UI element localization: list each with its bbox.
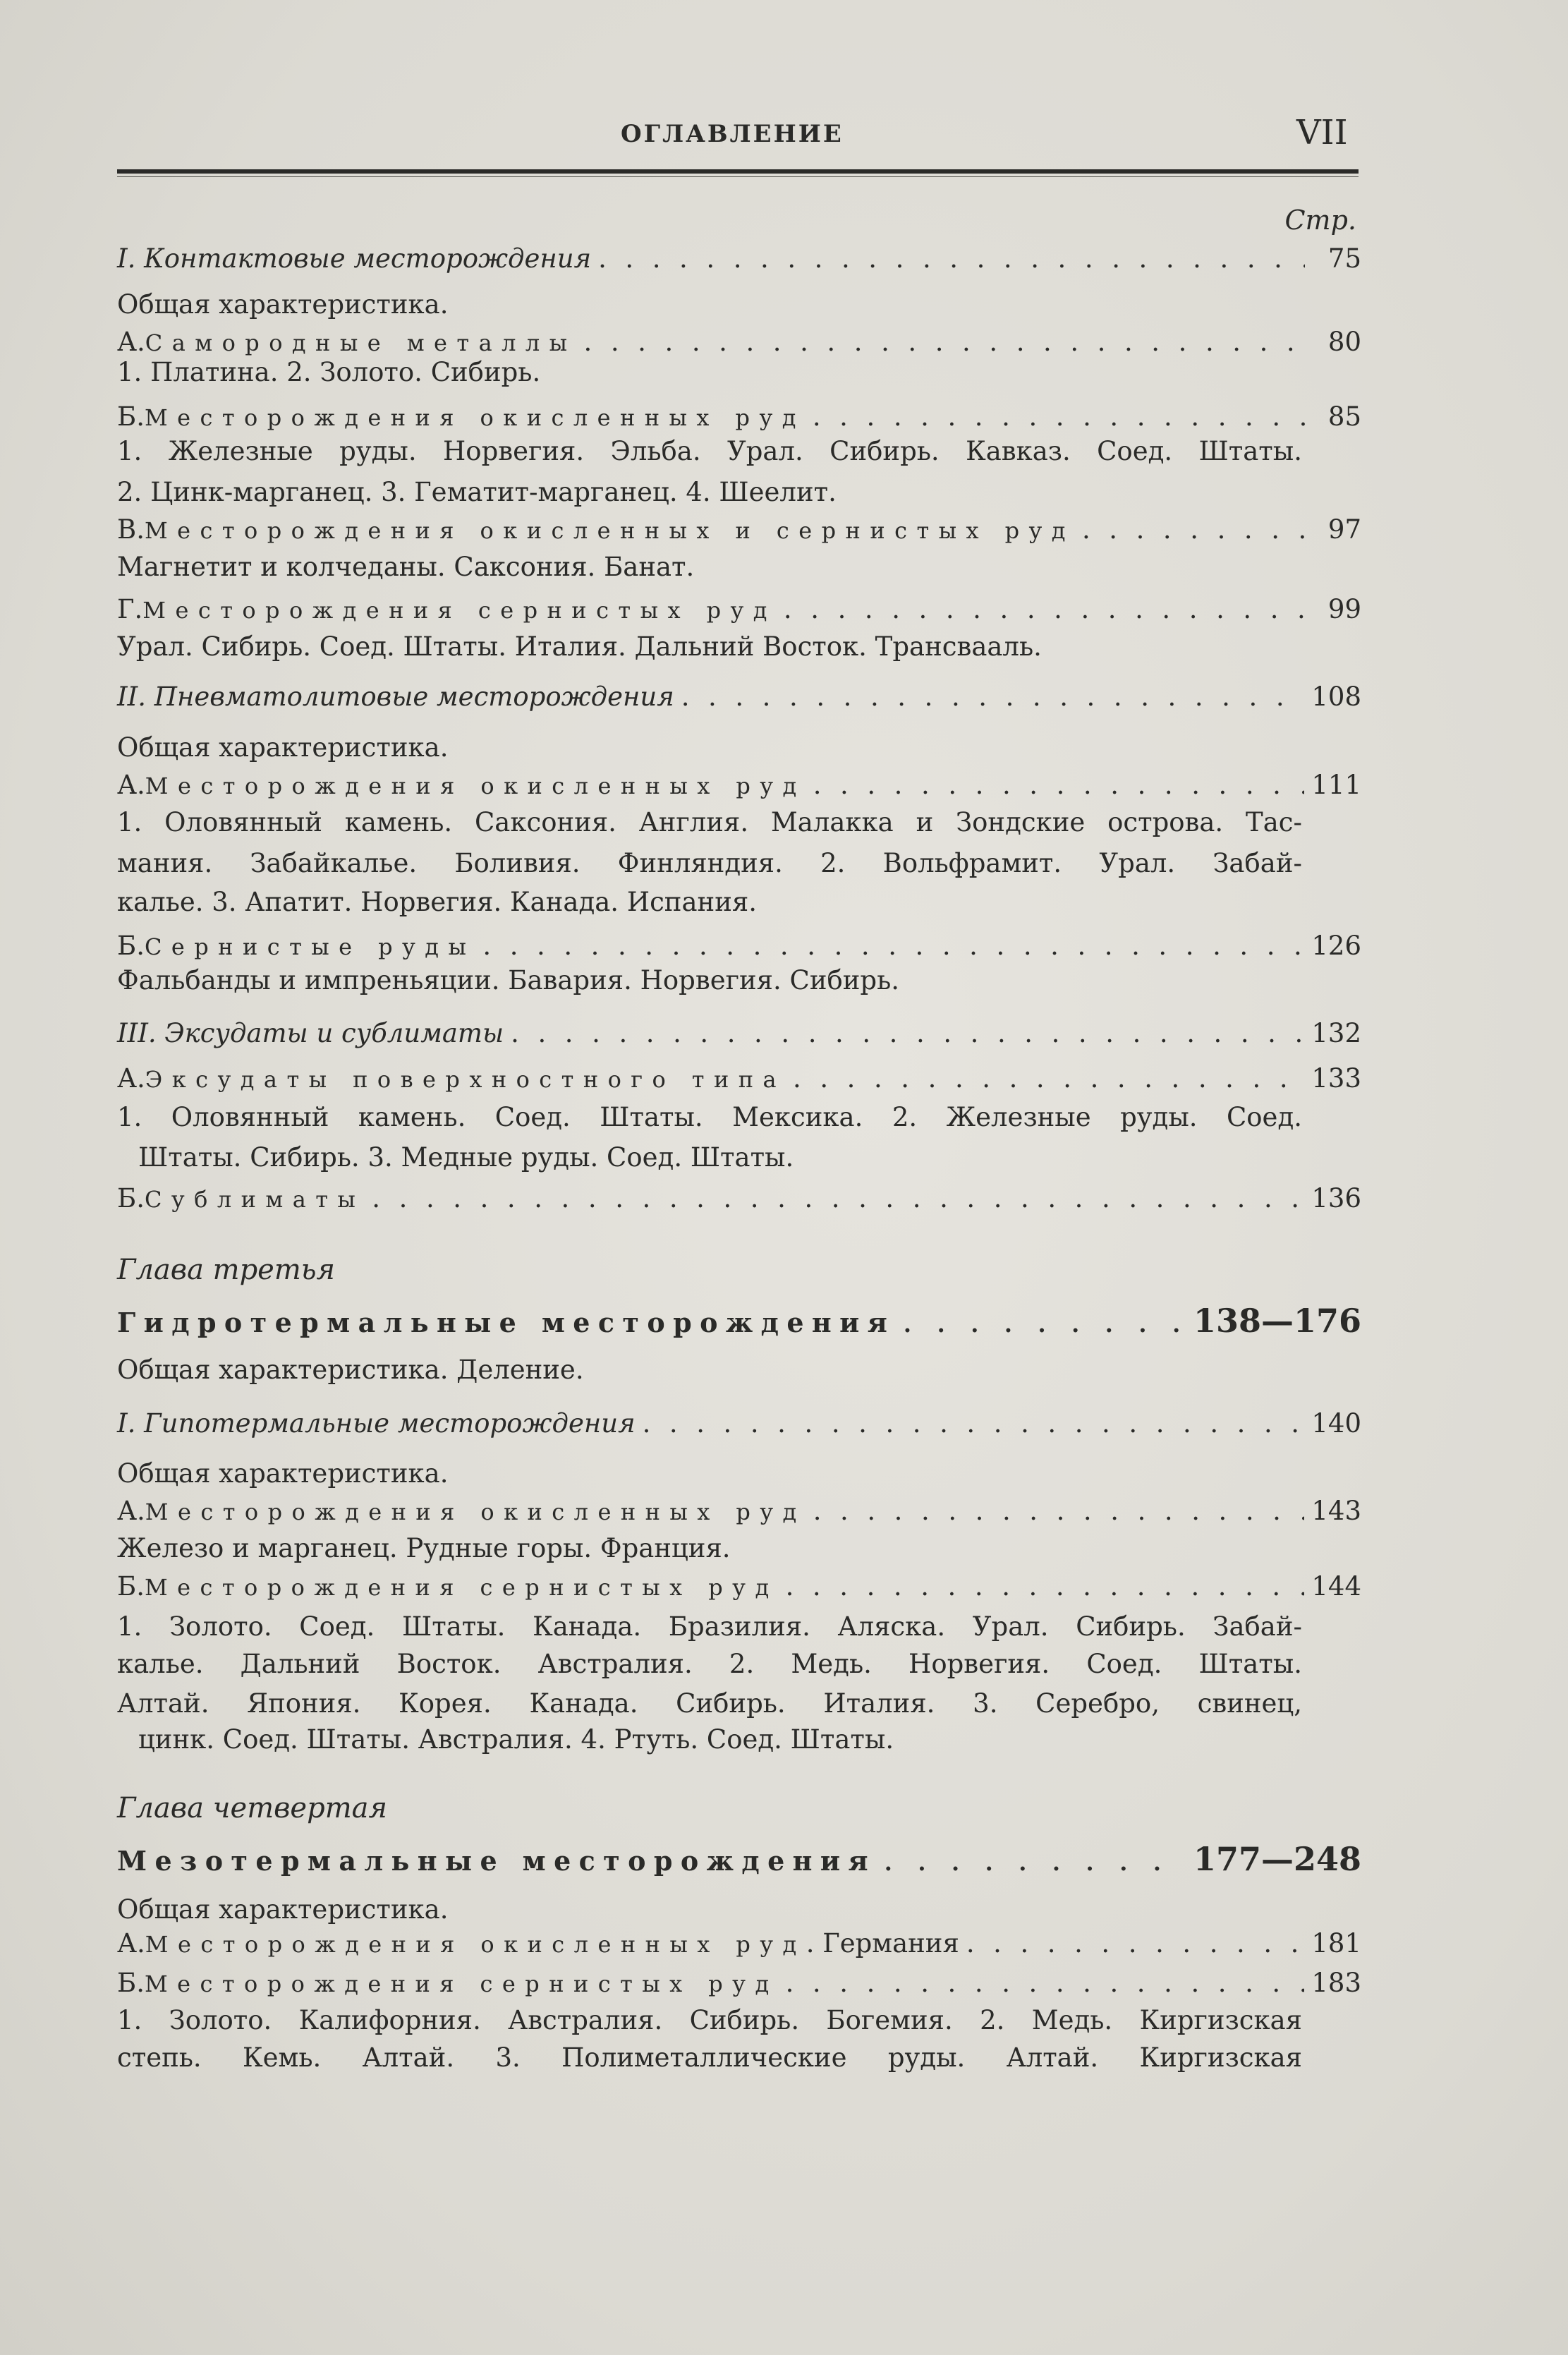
toc-entry <box>117 931 1361 966</box>
header-rule-thin <box>117 176 1359 177</box>
toc-description <box>117 1102 1302 1137</box>
dot-leader <box>813 1496 1305 1526</box>
entry-letter: А. <box>117 327 145 357</box>
toc-entry <box>117 401 1361 437</box>
line-text: Фальбанды и импреньяции. Бавария. Норвегия. Сибирь. <box>117 965 900 995</box>
entry-title: I. Гипотермальные месторождения <box>117 1408 636 1439</box>
entry-title: Месторождения сернистых руд <box>144 1970 779 1997</box>
toc-entry <box>117 770 1361 805</box>
toc-description <box>117 1894 1302 1930</box>
line-text: Глава четвертая <box>117 1792 387 1824</box>
toc-description <box>117 1688 1302 1724</box>
toc-description <box>117 1355 1302 1390</box>
entry-letter: Б. <box>117 401 145 432</box>
page-column-label: Стр. <box>1284 205 1356 236</box>
entry-title: Месторождения окисленных руд <box>145 1499 806 1525</box>
chapter-heading <box>117 1840 1361 1878</box>
line-text: Железо и марганец. Рудные горы. Франция. <box>117 1533 731 1563</box>
toc-description <box>117 1533 1302 1568</box>
line-text: Магнетит и колчеданы. Саксония. Банат. <box>117 552 695 582</box>
toc-description <box>117 1649 1302 1684</box>
page-ref: 138—176 <box>1193 1302 1361 1340</box>
line-text: Штаты. Сибирь. 3. Медные руды. Соед. Штаты. <box>138 1142 794 1173</box>
dot-leader <box>372 1183 1304 1213</box>
dot-leader <box>598 243 1305 274</box>
chapter-label <box>117 1792 387 1827</box>
entry-title: I. Контактовые месторождения <box>117 243 592 274</box>
toc-description <box>117 631 1302 667</box>
toc-description <box>117 2042 1302 2078</box>
page-ref: 133 <box>1311 1063 1361 1094</box>
toc-description <box>117 732 1302 768</box>
line-text: Общая характеристика. <box>117 1458 449 1489</box>
line-text: Общая характеристика. <box>117 732 449 763</box>
line-text: степь. Кемь. Алтай. 3. Полиметаллические руды. Алтай. Киргизская <box>117 2042 1302 2073</box>
line-text: Урал. Сибирь. Соед. Штаты. Италия. Дальний Восток. Трансвааль. <box>117 631 1042 662</box>
dot-leader <box>584 327 1305 357</box>
line-text: 1. Золото. Калифорния. Австралия. Сибирь. Богемия. 2. Медь. Киргизская <box>117 2005 1302 2035</box>
line-text: 1. Железные руды. Норвегия. Эльба. Урал. Сибирь. Кавказ. Соед. Штаты. <box>117 436 1302 466</box>
line-text: Алтай. Япония. Корея. Канада. Сибирь. Италия. 3. Серебро, свинец, <box>117 1688 1302 1719</box>
entry-letter: Г. <box>117 594 143 624</box>
page-ref: 85 <box>1327 401 1361 432</box>
page-ref: 177—248 <box>1193 1840 1361 1878</box>
entry-title: II. Пневматолитовые месторождения <box>117 682 674 712</box>
page-ref: 136 <box>1311 1183 1361 1213</box>
toc-entry <box>117 514 1361 550</box>
line-text: Общая характеристика. <box>117 1894 449 1925</box>
toc-entry <box>117 1408 1361 1443</box>
page-ref: 140 <box>1311 1408 1361 1439</box>
entry-letter: Б. <box>117 1183 145 1213</box>
toc-entry <box>117 1018 1361 1053</box>
toc-entry <box>117 1496 1361 1531</box>
toc-entry <box>117 1928 1361 1963</box>
toc-description <box>138 1142 1323 1178</box>
line-text: Глава третья <box>117 1254 336 1286</box>
dot-leader <box>482 931 1304 961</box>
line-text: калье. Дальний Восток. Австралия. 2. Медь. Норвегия. Соед. Штаты. <box>117 1649 1302 1679</box>
toc-description <box>117 289 1302 325</box>
toc-description <box>117 965 1302 1000</box>
entry-letter: А. <box>117 1063 145 1094</box>
page-number: VII <box>1296 113 1348 152</box>
entry-title: Гидротермальные месторождения <box>117 1307 896 1338</box>
entry-title: Месторождения окисленных руд <box>145 1931 806 1958</box>
chapter-label <box>117 1254 335 1289</box>
toc-description <box>117 1611 1302 1647</box>
line-text: Общая характеристика. <box>117 289 449 320</box>
dot-leader <box>883 1840 1186 1878</box>
page-ref: 99 <box>1327 594 1361 624</box>
line-text: калье. 3. Апатит. Норвегия. Канада. Испания. <box>117 887 757 917</box>
page-ref: 108 <box>1311 682 1361 712</box>
page-ref: 183 <box>1311 1968 1361 1998</box>
toc-entry <box>117 1571 1361 1606</box>
dot-leader <box>786 1968 1305 1998</box>
entry-title: Самородные металлы <box>145 329 577 356</box>
dot-leader <box>902 1302 1186 1340</box>
entry-title: Месторождения сернистых руд <box>144 1574 779 1601</box>
line-text: 1. Золото. Соед. Штаты. Канада. Бразилия. Аляска. Урал. Сибирь. Забай- <box>117 1611 1302 1642</box>
entry-title: Сублиматы <box>144 1186 365 1213</box>
entry-title: Мезотермальные месторождения <box>117 1845 876 1877</box>
page-ref: 181 <box>1311 1928 1361 1959</box>
line-text: мания. Забайкалье. Боливия. Финляндия. 2. Вольфрамит. Урал. Забай- <box>117 848 1302 878</box>
dot-leader <box>786 1571 1305 1602</box>
entry-title: Месторождения окисленных руд <box>144 404 806 431</box>
toc-entry <box>117 594 1361 629</box>
page-ref: 144 <box>1311 1571 1361 1602</box>
entry-letter: Б. <box>117 931 145 961</box>
dot-leader <box>643 1408 1305 1439</box>
entry-letter: А. <box>117 1496 145 1526</box>
header-rule <box>117 169 1359 174</box>
entry-title: Месторождения сернистых руд <box>142 597 777 624</box>
entry-letter: А. <box>117 1928 145 1959</box>
entry-title: III. Эксудаты и сублиматы <box>117 1018 504 1048</box>
toc-description <box>117 436 1302 471</box>
line-text: 1. Оловянный камень. Саксония. Англия. Малакка и Зондские острова. Тас- <box>117 807 1302 837</box>
entry-title: Месторождения окисленных и сернистых руд <box>144 517 1075 544</box>
entry-letter: Б. <box>117 1571 145 1602</box>
toc-description <box>117 807 1302 842</box>
entry-title: Сернистые руды <box>144 933 476 960</box>
chapter-heading <box>117 1302 1361 1340</box>
dot-leader <box>793 1063 1304 1094</box>
dot-leader <box>966 1928 1305 1959</box>
entry-title: Эксудаты поверхностного типа <box>145 1066 786 1093</box>
page-ref: 80 <box>1327 327 1361 357</box>
line-text: цинк. Соед. Штаты. Австралия. 4. Ртуть. Соед. Штаты. <box>138 1724 894 1755</box>
running-title: ОГЛАВЛЕНИЕ <box>621 120 844 148</box>
toc-description <box>117 477 1302 512</box>
page-ref: 143 <box>1311 1496 1361 1526</box>
toc-description <box>117 357 1302 392</box>
page-ref: 97 <box>1327 514 1361 545</box>
page-ref: 75 <box>1327 243 1361 274</box>
entry-letter: В. <box>117 514 145 545</box>
dot-leader <box>784 594 1305 624</box>
dot-leader <box>813 770 1305 800</box>
entry-letter: А. <box>117 770 145 800</box>
toc-entry <box>117 1968 1361 2003</box>
page-ref: 111 <box>1311 770 1361 800</box>
toc-description <box>117 887 1302 922</box>
line-text: 1. Платина. 2. Золото. Сибирь. <box>117 357 541 387</box>
toc-description <box>117 552 1302 587</box>
dot-leader <box>511 1018 1304 1048</box>
dot-leader <box>681 682 1305 712</box>
toc-entry <box>117 1183 1361 1218</box>
toc-description <box>117 2005 1302 2040</box>
toc-entry <box>117 682 1361 717</box>
page-ref: 132 <box>1311 1018 1361 1048</box>
toc-description <box>117 1458 1302 1494</box>
page-ref: 126 <box>1311 931 1361 961</box>
line-text: Общая характеристика. Деление. <box>117 1355 584 1385</box>
line-text: 2. Цинк-марганец. 3. Гематит-марганец. 4. Шеелит. <box>117 477 837 507</box>
toc-description <box>117 848 1302 883</box>
dot-leader <box>1082 514 1305 545</box>
toc-entry <box>117 243 1361 279</box>
dot-leader <box>813 401 1305 432</box>
entry-suffix: . Германия <box>806 1928 959 1959</box>
line-text: 1. Оловянный камень. Соед. Штаты. Мексика. 2. Железные руды. Соед. <box>117 1102 1302 1132</box>
toc-description <box>138 1724 1323 1760</box>
toc-entry <box>117 1063 1361 1098</box>
entry-title: Месторождения окисленных руд <box>145 773 806 799</box>
entry-letter: Б. <box>117 1968 145 1998</box>
